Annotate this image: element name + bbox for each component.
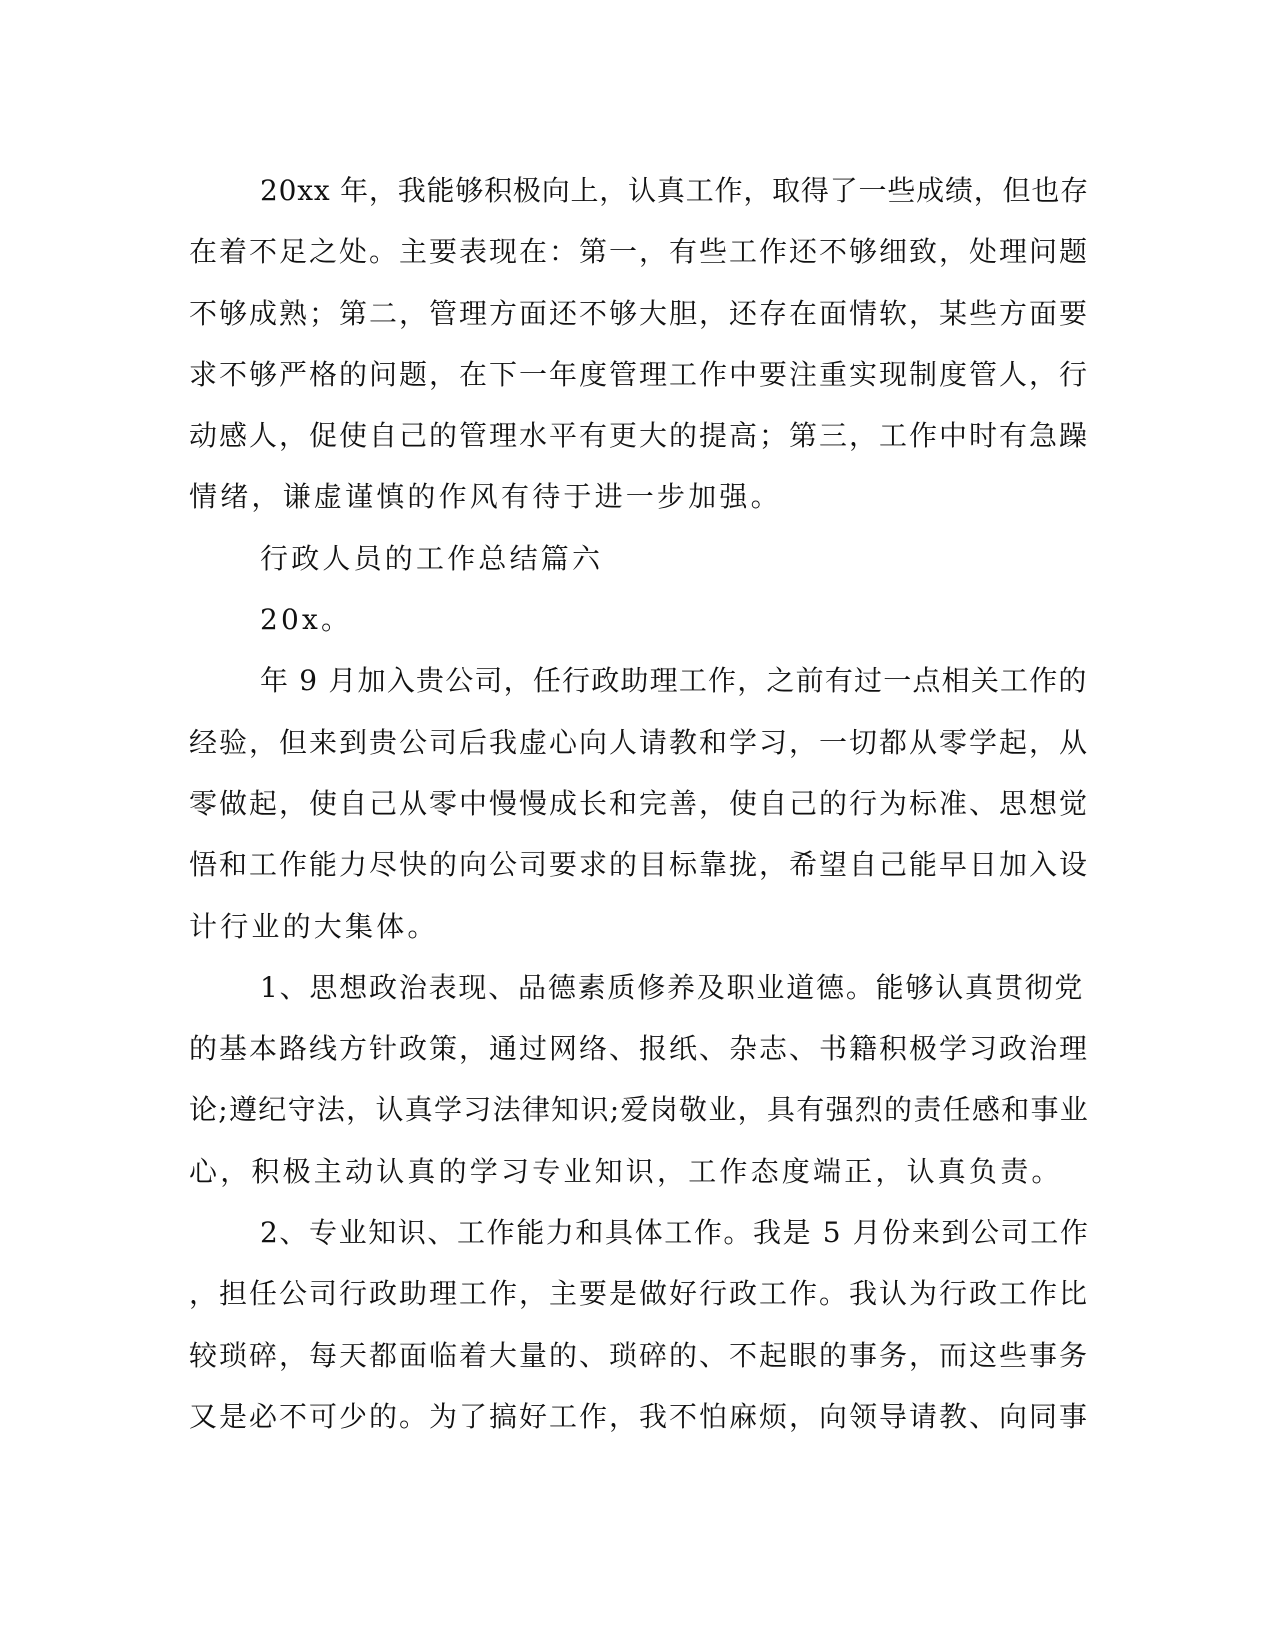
text-line: 悟和工作能力尽快的向公司要求的目标靠拢，希望自己能早日加入设 [189, 848, 1090, 882]
document-body [189, 160, 1089, 1447]
text-line: 心，积极主动认真的学习专业知识，工作态度端正，认真负责。 [189, 1154, 1063, 1188]
text-line: 零做起，使自己从零中慢慢成长和完善，使自己的行为标准、思想觉 [189, 786, 1090, 820]
text-line: 的基本路线方针政策，通过网络、报纸、杂志、书籍积极学习政治理 [189, 1032, 1090, 1066]
text-line: 又是必不可少的。为了搞好工作，我不怕麻烦，向领导请教、向同事 [189, 1399, 1090, 1433]
text-line: 年 9 月加入贵公司，任行政助理工作，之前有过一点相关工作的 [260, 664, 1088, 698]
text-line: 求不够严格的问题，在下一年度管理工作中要注重实现制度管人，行 [189, 357, 1090, 391]
text-line: 动感人，促使自己的管理水平有更大的提高；第三，工作中时有急躁 [189, 419, 1090, 453]
text-line: 2、专业知识、工作能力和具体工作。我是 5 月份来到公司工作 [260, 1216, 1090, 1250]
text-line: ，担任公司行政助理工作，主要是做好行政工作。我认为行政工作比 [189, 1277, 1090, 1311]
text-line: 20xx 年，我能够积极向上，认真工作，取得了一些成绩，但也存 [260, 174, 1089, 207]
text-line: 经验，但来到贵公司后我虚心向人请教和学习，一切都从零学起，从 [189, 725, 1090, 759]
text-line: 计行业的大集体。 [189, 909, 439, 943]
text-line: 论;遵纪守法，认真学习法律知识;爱岗敬业，具有强烈的责任感和事业 [189, 1093, 1089, 1127]
text-line: 20x。 [260, 603, 353, 637]
text-line: 较琐碎，每天都面临着大量的、琐碎的、不起眼的事务，而这些事务 [189, 1338, 1090, 1372]
text-line: 不够成熟；第二，管理方面还不够大胆，还存在面情软，某些方面要 [189, 296, 1090, 330]
text-line: 在着不足之处。主要表现在：第一，有些工作还不够细致，处理问题 [189, 235, 1090, 269]
section-heading: 行政人员的工作总结篇六 [260, 541, 604, 575]
text-line: 情绪，谦虚谨慎的作风有待于进一步加强。 [189, 480, 782, 514]
text-line: 1、思想政治表现、品德素质修养及职业道德。能够认真贯彻党 [260, 970, 1085, 1004]
